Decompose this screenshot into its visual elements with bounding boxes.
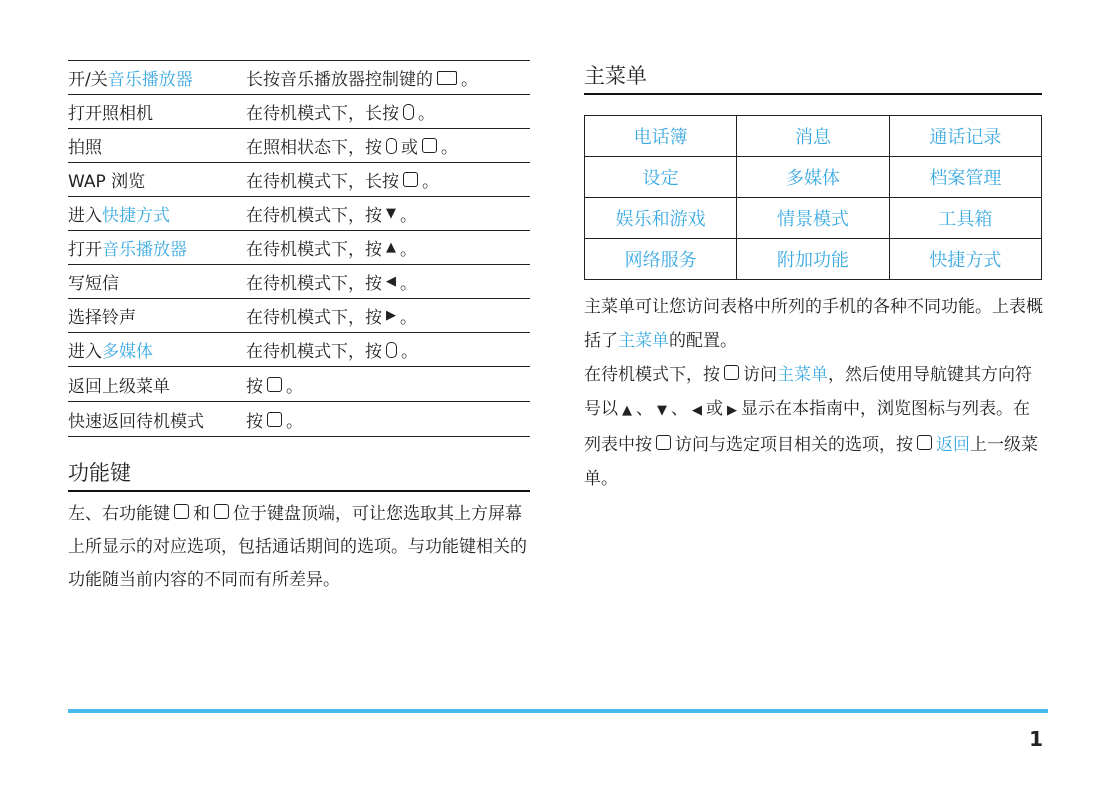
key-description: 按 。 [246, 411, 303, 432]
menu-grid-cell: 设定 [585, 157, 737, 198]
key-action: 开/关音乐播放器 [68, 70, 193, 90]
key-action: 打开音乐播放器 [68, 240, 187, 260]
key-table-row [68, 333, 530, 367]
main-menu-paragraph-2: 在待机模式下，按 访问主菜单，然后使用导航键其方向符号以 ▲ 、 ▼ 、 ◀ 或 ▶ 显示在本指南中，浏览图标与列表。在列表中按 访问与选定项目相关的选项，按 返回上一级菜单。 [584, 365, 1038, 489]
key-table-row [68, 367, 530, 402]
key-description: 长按音乐播放器控制键的 。 [246, 70, 478, 90]
arrow-left-icon: ◀ [692, 403, 702, 418]
key-description: 在待机模式下，按 ◀ 。 [246, 274, 417, 294]
key-description: 在待机模式下，按 ▶ 。 [246, 308, 417, 328]
music-key-icon [437, 71, 457, 85]
key-description: 在照相状态下，按 或 。 [246, 138, 458, 158]
key-description: 在待机模式下，按 ▲ 。 [246, 240, 417, 260]
menu-grid-cell: 工具箱 [889, 198, 1041, 239]
left-softkey-icon [724, 365, 739, 380]
menu-grid-cell: 档案管理 [889, 157, 1041, 198]
ok-key-icon [422, 138, 437, 153]
key-table-row [68, 265, 530, 299]
softkey-section-title: 功能键 [68, 457, 530, 492]
right-column [584, 60, 1044, 496]
key-table-row [68, 197, 530, 231]
camera-key-icon [403, 104, 414, 120]
key-action: 打开照相机 [68, 104, 153, 124]
footer-divider [68, 709, 1048, 713]
softkey-paragraph: 左、右功能键 和 位于键盘顶端，可让您选取其上方屏幕上所显示的对应选项，包括通话期间的选项。与功能键相关的功能随当前内容的不同而有所差异。 [68, 504, 527, 590]
menu-grid-row [585, 157, 1042, 198]
key-action: WAP 浏览 [68, 172, 146, 192]
menu-grid-cell: 电话簿 [585, 116, 737, 157]
key-table-row [68, 231, 530, 265]
right-softkey-icon [214, 504, 229, 519]
menu-grid-cell: 情景模式 [737, 198, 889, 239]
arrow-up-icon: ▲ [622, 403, 632, 418]
main-menu-paragraph-1: 主菜单可让您访问表格中所列的手机的各种不同功能。上表概括了主菜单的配置。 [584, 297, 1043, 351]
menu-grid-cell: 快捷方式 [889, 239, 1041, 280]
key-action: 拍照 [68, 138, 102, 158]
key-action: 快速返回待机模式 [68, 411, 204, 432]
page-number: 1 [1029, 727, 1043, 751]
arrow-up-icon: ▲ [386, 240, 396, 255]
key-action: 返回上级菜单 [68, 376, 170, 397]
arrow-down-icon: ▼ [657, 403, 667, 418]
menu-grid-cell: 附加功能 [737, 239, 889, 280]
wap-key-icon [403, 172, 418, 187]
end-key-icon [267, 412, 282, 427]
key-table-row [68, 129, 530, 163]
left-column [68, 60, 530, 597]
key-table-row [68, 95, 530, 129]
key-shortcut-table [68, 60, 530, 437]
key-description: 在待机模式下，按 ▼ 。 [246, 206, 417, 226]
key-description: 在待机模式下，长按 。 [246, 104, 435, 124]
key-action: 进入多媒体 [68, 342, 153, 362]
menu-grid-row [585, 198, 1042, 239]
menu-grid-cell: 消息 [737, 116, 889, 157]
key-table-row [68, 402, 530, 437]
main-menu-title: 主菜单 [584, 60, 1042, 95]
key-description: 在待机模式下，按 。 [246, 342, 418, 362]
key-table-row [68, 163, 530, 197]
key-description: 在待机模式下，长按 。 [246, 172, 439, 192]
right-softkey-icon [267, 377, 282, 392]
menu-grid-row [585, 116, 1042, 157]
menu-grid-row [585, 239, 1042, 280]
arrow-right-icon: ▶ [727, 403, 737, 418]
camera-key-icon [386, 342, 397, 358]
arrow-right-icon: ▶ [386, 308, 396, 323]
menu-grid-cell: 多媒体 [737, 157, 889, 198]
arrow-left-icon: ◀ [386, 274, 396, 289]
left-softkey-icon [174, 504, 189, 519]
key-action: 写短信 [68, 274, 119, 294]
main-menu-grid [584, 115, 1042, 280]
key-action: 进入快捷方式 [68, 206, 170, 226]
left-softkey-icon [656, 435, 671, 450]
menu-grid-cell: 通话记录 [889, 116, 1041, 157]
menu-grid-cell: 网络服务 [585, 239, 737, 280]
right-softkey-icon [917, 435, 932, 450]
camera-key-icon [386, 138, 397, 154]
key-table-row [68, 61, 530, 95]
key-action: 选择铃声 [68, 308, 136, 328]
arrow-down-icon: ▼ [386, 206, 396, 221]
key-description: 按 。 [246, 376, 303, 397]
key-table-row [68, 299, 530, 333]
menu-grid-cell: 娱乐和游戏 [585, 198, 737, 239]
